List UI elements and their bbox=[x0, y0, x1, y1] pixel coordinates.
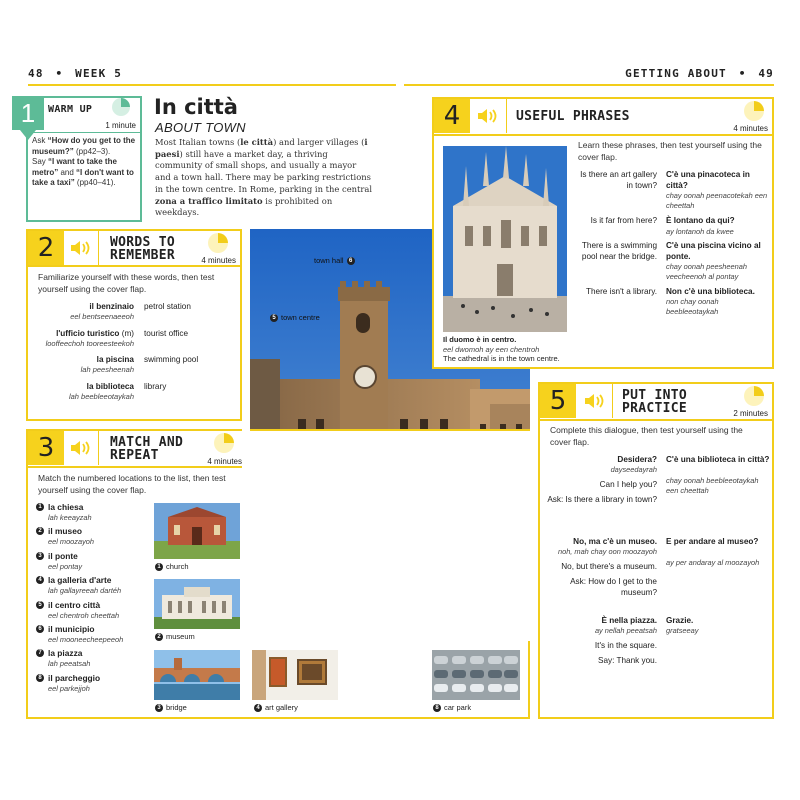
phrase-italian: C'è una pinacoteca in città? bbox=[666, 170, 750, 190]
dialogue-answer-pronunciation: chay oonah beebleeotaykah een cheettah bbox=[666, 476, 759, 495]
cathedral-photo bbox=[443, 146, 567, 332]
art-gallery-caption bbox=[254, 703, 298, 712]
word-pronunciation: looffeechoh tooreesteekoh bbox=[45, 339, 134, 348]
match-list bbox=[36, 502, 148, 697]
phrases-number: 4 bbox=[434, 99, 470, 133]
match-item-number: 1 bbox=[36, 503, 44, 511]
left-header-rule bbox=[28, 84, 396, 86]
warmup-text-part: Say bbox=[32, 157, 49, 166]
intro-text-part: ) and larger villages ( bbox=[273, 137, 365, 147]
art-gallery-photo bbox=[252, 650, 338, 700]
match-item-italian: il ponte bbox=[48, 550, 78, 561]
right-header-bullet: • bbox=[738, 67, 747, 80]
match-item-pronunciation: eel chentroh cheettah bbox=[48, 610, 120, 620]
practice-divider bbox=[540, 419, 772, 421]
intro-text-bold: le città bbox=[240, 137, 274, 147]
match-item-italian: il municipio bbox=[48, 623, 95, 634]
match-instructions: Match the numbered locations to the list, then test yourself using the cover flap. bbox=[38, 473, 226, 495]
speaker-icon bbox=[66, 434, 94, 462]
word-pronunciation: lah peesheenah bbox=[80, 365, 134, 374]
phrase-english: There is a swimming pool near the bridge. bbox=[581, 241, 657, 261]
match-item-number: 2 bbox=[36, 527, 44, 535]
warmup-time: 1 minute bbox=[105, 121, 136, 130]
word-italian bbox=[36, 329, 134, 340]
match-item-italian: la galleria d'arte bbox=[48, 575, 112, 586]
phrase-english: Is it far from here? bbox=[590, 216, 657, 225]
phrases-time: 4 minutes bbox=[733, 124, 768, 133]
car-park-caption bbox=[433, 703, 471, 712]
match-item-number: 6 bbox=[36, 625, 44, 633]
intro-text-bold: zona a traffico limitato bbox=[155, 195, 263, 206]
warmup-text-part: (pp42–3). bbox=[73, 146, 111, 156]
car-park-photo bbox=[432, 650, 520, 700]
dialogue-answer-pronunciation: gratseeay bbox=[666, 626, 699, 635]
word-english: tourist office bbox=[144, 329, 188, 338]
dialogue-prompt: Ask: How do I get to the museum? bbox=[570, 577, 657, 597]
phrase-pronunciation: chay oonah peenacotekah een cheettah bbox=[666, 191, 768, 210]
match-title-line1: MATCH AND bbox=[110, 435, 184, 450]
cathedral-caption bbox=[443, 335, 583, 364]
warmup-divider bbox=[28, 132, 140, 133]
intro-text bbox=[155, 137, 373, 219]
word-italian: la piscina bbox=[96, 355, 134, 364]
dialogue-italian: Desidera? bbox=[617, 455, 657, 464]
match-item bbox=[36, 526, 148, 550]
match-item-pronunciation: lah keeayzah bbox=[48, 513, 92, 522]
dialogue-answer-pronunciation: ay per andaray al moozayoh bbox=[666, 558, 760, 567]
right-header-title: GETTING ABOUT bbox=[625, 67, 727, 80]
dialogue-answer-italian: E per andare al museo? bbox=[666, 537, 759, 546]
dialogue-prompt: Ask: Is there a library in town? bbox=[547, 495, 657, 504]
dialogue-english: No, but there's a museum. bbox=[561, 562, 657, 571]
left-header-bullet: • bbox=[55, 67, 64, 80]
timer-icon bbox=[214, 433, 234, 453]
warmup-text-bold: “I don't want to take a taxi” bbox=[32, 167, 134, 187]
church-photo bbox=[154, 503, 240, 559]
match-item-pronunciation: eel moozayoh bbox=[48, 537, 95, 547]
match-border bbox=[528, 641, 530, 719]
dialogue-pronunciation: noh, mah chay oon moozayoh bbox=[557, 547, 657, 556]
left-page-header bbox=[28, 67, 122, 80]
match-time: 4 minutes bbox=[207, 457, 242, 466]
speaker-icon bbox=[66, 234, 94, 262]
dialogue-answer-italian: Grazie. bbox=[666, 616, 694, 625]
warmup-text-bold: “I want to take the metro” bbox=[32, 157, 117, 177]
caption-label: car park bbox=[444, 703, 472, 712]
town-centre-label bbox=[270, 313, 320, 322]
location-number: 6 bbox=[347, 257, 355, 265]
caption-number: 3 bbox=[155, 704, 163, 712]
warmup-text bbox=[32, 136, 138, 189]
phrases-instructions: Learn these phrases, then test yourself using the cover flap. bbox=[578, 140, 762, 162]
timer-icon bbox=[744, 101, 764, 121]
timer-icon bbox=[208, 233, 228, 253]
phrases-title: USEFUL PHRASES bbox=[516, 109, 630, 124]
practice-title-line1: PUT INTO bbox=[622, 388, 688, 403]
bridge-caption bbox=[155, 703, 187, 712]
speaker-icon bbox=[580, 387, 608, 415]
right-page-number: 49 bbox=[758, 67, 774, 80]
practice-title-line2: PRACTICE bbox=[622, 401, 688, 416]
intro-text-part: ) still have a market day, a thriving community of small shops, and usually a mayor and a town hall. There may be parking restrictions in the town centre. In Rome, parking in the central bbox=[155, 148, 373, 194]
warmup-text-part: (pp40–41). bbox=[74, 178, 116, 187]
dialogue-prompt: Say: Thank you. bbox=[597, 656, 657, 665]
caption-label: museum bbox=[166, 632, 195, 641]
practice-instructions: Complete this dialogue, then test yourself using the cover flap. bbox=[550, 425, 743, 447]
match-item-number: 4 bbox=[36, 576, 44, 584]
speaker-icon bbox=[473, 102, 501, 130]
match-item bbox=[36, 600, 148, 624]
word-english: petrol station bbox=[144, 302, 191, 311]
match-item bbox=[36, 575, 148, 599]
word-italian: il benzinaio bbox=[89, 302, 134, 311]
word-english: swimming pool bbox=[144, 355, 199, 364]
intro-text-part: is prohibited on weekdays. bbox=[155, 195, 333, 218]
warmup-text-part: and bbox=[58, 167, 77, 177]
words-title-line1: WORDS TO bbox=[110, 235, 176, 250]
match-item-italian: la chiesa bbox=[48, 502, 84, 512]
phrase-italian: C'è una piscina vicino al ponte. bbox=[666, 241, 761, 261]
match-item-italian: la piazza bbox=[48, 648, 83, 659]
caption-number: 2 bbox=[155, 633, 163, 641]
page-title: In città bbox=[154, 95, 238, 119]
dialogue-english: Can I help you? bbox=[599, 480, 657, 489]
left-header-title: WEEK 5 bbox=[75, 67, 123, 80]
church-caption bbox=[155, 562, 189, 571]
word-english: library bbox=[144, 382, 167, 391]
phrase-pronunciation: non chay oonah beebleeotaykah bbox=[666, 297, 719, 316]
word-gender: (m) bbox=[119, 329, 134, 338]
words-number: 2 bbox=[28, 231, 64, 265]
match-item-italian: il centro città bbox=[48, 599, 101, 610]
location-number: 5 bbox=[270, 314, 278, 322]
match-item bbox=[36, 624, 148, 648]
cathedral-caption-english: The cathedral is in the town centre. bbox=[443, 354, 560, 364]
practice-time: 2 minutes bbox=[733, 409, 768, 418]
match-divider bbox=[28, 466, 242, 468]
page-subtitle: ABOUT TOWN bbox=[155, 120, 246, 135]
phrase-pronunciation: chay oonah peesheenah veecheenoh al pontay bbox=[666, 262, 747, 281]
word-pronunciation: lah beebleeotaykah bbox=[68, 392, 134, 401]
cathedral-caption-italian: Il duomo è in centro. bbox=[443, 335, 517, 344]
intro-text-bold: i paesi bbox=[155, 137, 368, 159]
museum-caption bbox=[155, 632, 195, 641]
dialogue-pronunciation: dayseedayrah bbox=[610, 465, 657, 474]
match-item-pronunciation: eel parkejjoh bbox=[48, 683, 90, 693]
match-item bbox=[36, 673, 148, 697]
warmup-text-part: Ask bbox=[32, 136, 48, 145]
words-divider bbox=[28, 265, 240, 267]
phrase-english: Is there an art gallery in town? bbox=[580, 170, 657, 190]
match-item bbox=[36, 648, 148, 672]
timer-icon bbox=[112, 98, 130, 116]
caption-number: 1 bbox=[155, 563, 163, 571]
match-number: 3 bbox=[28, 431, 64, 465]
match-item bbox=[36, 551, 148, 575]
caption-number: 8 bbox=[433, 704, 441, 712]
phrase-italian: È lontano da qui? bbox=[666, 216, 735, 225]
phrase-english: There isn't a library. bbox=[585, 287, 657, 296]
match-item bbox=[36, 502, 148, 526]
match-item-pronunciation: lah gallayreeah dartéh bbox=[48, 586, 122, 596]
caption-label: bridge bbox=[166, 703, 187, 712]
bridge-photo bbox=[154, 650, 240, 700]
location-label: town hall bbox=[314, 256, 344, 265]
word-italian-text: l'ufficio turistico bbox=[56, 329, 120, 338]
words-instructions: Familiarize yourself with these words, then test yourself using the cover flap. bbox=[38, 272, 215, 294]
dialogue-answer-italian: C'è una biblioteca in città? bbox=[666, 455, 770, 464]
museum-photo bbox=[154, 579, 240, 629]
dialogue-italian: È nella piazza. bbox=[601, 616, 657, 625]
caption-label: art gallery bbox=[265, 703, 298, 712]
phrase-pronunciation: ay lontanoh da kwee bbox=[666, 227, 734, 236]
match-item-italian: il museo bbox=[48, 526, 82, 537]
location-label: town centre bbox=[281, 313, 320, 322]
phrases-divider bbox=[434, 134, 772, 136]
dialogue-italian: No, ma c'è un museo. bbox=[573, 537, 657, 546]
timer-icon bbox=[744, 386, 764, 406]
match-item-pronunciation: lah peeatsah bbox=[48, 659, 91, 669]
dialogue-pronunciation: ay nellah peeatsah bbox=[594, 626, 657, 635]
right-header-rule bbox=[404, 84, 774, 86]
caption-label: church bbox=[166, 562, 189, 571]
warmup-text-bold: “How do you get to the museum?” bbox=[32, 136, 136, 156]
phrase-italian: Non c'è una biblioteca. bbox=[666, 287, 755, 296]
cathedral-caption-pronunciation: eel dwomoh ay een chentroh bbox=[443, 344, 540, 354]
warmup-number: 1 bbox=[12, 96, 44, 130]
town-hall-label bbox=[314, 256, 355, 265]
left-page-number: 48 bbox=[28, 67, 44, 80]
match-title-line2: REPEAT bbox=[110, 448, 159, 463]
match-item-number: 5 bbox=[36, 601, 44, 609]
practice-number: 5 bbox=[540, 384, 576, 418]
match-item-number: 8 bbox=[36, 674, 44, 682]
match-item-number: 3 bbox=[36, 552, 44, 560]
word-italian: la biblioteca bbox=[86, 382, 134, 391]
words-title-line2: REMEMBER bbox=[110, 248, 176, 263]
match-item-pronunciation: eel mooneecheepeeoh bbox=[48, 634, 124, 644]
intro-text-part: Most Italian towns ( bbox=[155, 137, 241, 147]
match-item-number: 7 bbox=[36, 649, 44, 657]
match-item-italian: il parcheggio bbox=[48, 672, 101, 683]
word-pronunciation: eel bentseenaeeoh bbox=[70, 312, 134, 321]
right-page-header bbox=[625, 67, 774, 80]
warmup-title: WARM UP bbox=[48, 104, 93, 115]
caption-number: 4 bbox=[254, 704, 262, 712]
dialogue-english: It's in the square. bbox=[594, 641, 657, 650]
words-time: 4 minutes bbox=[201, 256, 236, 265]
match-item-pronunciation: eel pontay bbox=[48, 561, 83, 571]
